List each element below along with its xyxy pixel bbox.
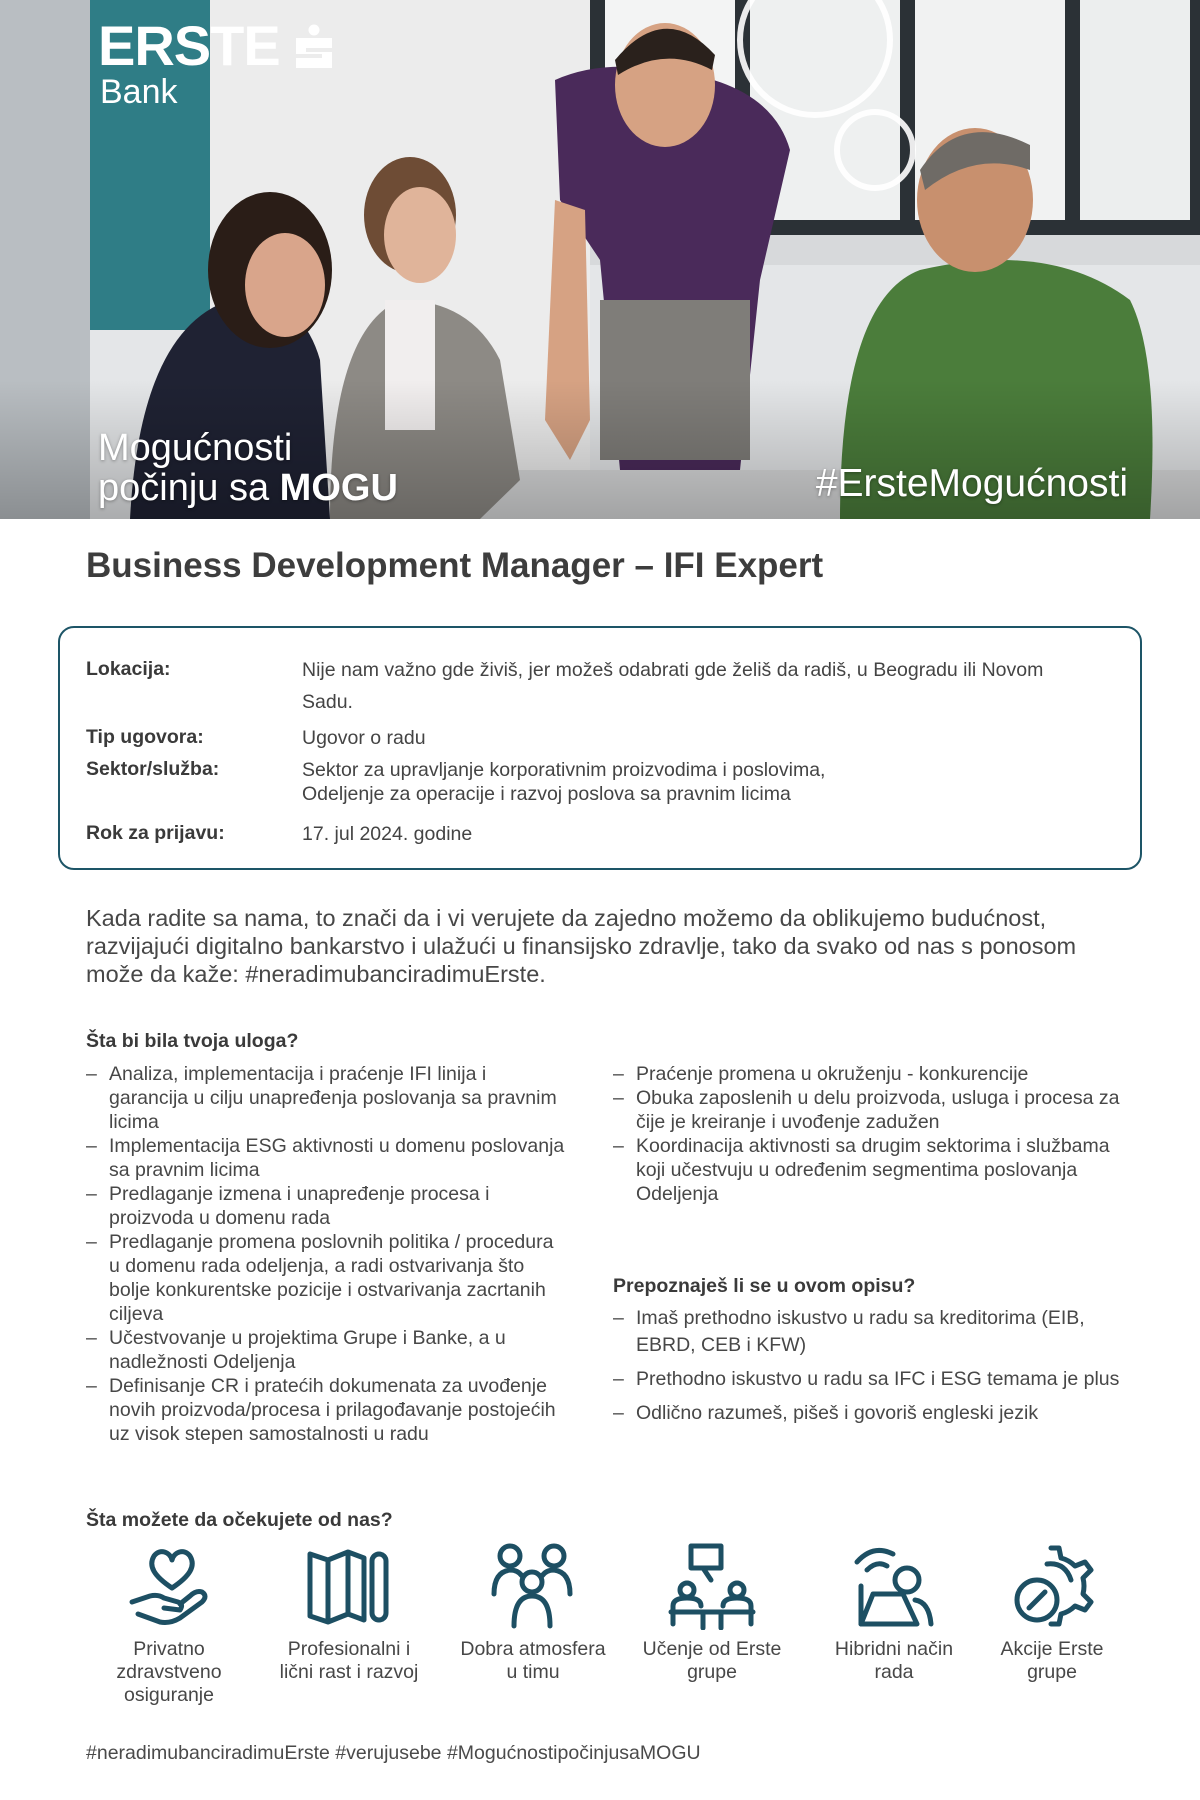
intro-paragraph: Kada radite sa nama, to znači da i vi verujete da zajedno možemo da oblikujemo budućnost, razvijajući digitalno bankarstvo i ulažući u finansijsko zdravlje, tako da svako od nas s ponosom može da kaže: #neradimubanciradimuErste. [86, 905, 1077, 987]
list-item: – Odlično razumeš, pišeš i govoriš engleski jezik [613, 1400, 1133, 1427]
tagline-bold: MOGU [279, 467, 398, 509]
logo-brand-name: ERSTE [98, 14, 280, 77]
list-item: – Prethodno iskustvo u radu sa IFC i ESG temama je plus [613, 1366, 1133, 1393]
requirements-heading: Prepoznaješ li se u ovom opisu? [613, 1275, 916, 1297]
learning-icon [667, 1540, 757, 1630]
list-item: – Analiza, implementacija i praćenje IFI linija i garancija u cilju unapređenja poslovanja sa pravnim licima [86, 1062, 566, 1134]
benefit-health-insurance [74, 1540, 264, 1707]
list-item: – Koordinacija aktivnosti sa drugim sektorima i službama koji učestvuju u određenim segmentima poslovanja Odeljenja [613, 1134, 1133, 1206]
benefit-label: Dobra atmosfera u timu [460, 1638, 606, 1683]
benefit-label: Hibridni način rada [834, 1638, 954, 1683]
role-list-right [613, 1062, 1133, 1206]
list-item: – Učestvovanje u projektima Grupe i Banke, a u nadležnosti Odeljenja [86, 1326, 566, 1374]
list-item: – Obuka zaposlenih u delu proizvoda, usluga i procesa za čije je kreiranje i uvođenje zadužen [613, 1086, 1133, 1134]
benefit-team [438, 1540, 628, 1684]
heart-hand-icon [124, 1540, 214, 1630]
contract-value: Ugovor o radu [302, 727, 426, 749]
contract-label: Tip ugovora: [86, 726, 204, 748]
role-list-left [86, 1062, 566, 1446]
hero-hashtag: #ErsteMogućnosti [815, 462, 1128, 505]
sector-value [302, 758, 1062, 806]
logo-bank-text: Bank [100, 73, 178, 111]
benefit-label: Privatno zdravstveno osiguranje [116, 1638, 222, 1706]
deadline-value: 17. jul 2024. godine [302, 823, 473, 845]
benefits-heading: Šta možete da očekujete od nas? [86, 1509, 393, 1531]
requirements-list [613, 1305, 1133, 1434]
location-value: Nije nam važno gde živiš, jer možeš odabrati gde želiš da radiš, u Beogradu ili Novom Sadu. [302, 659, 1044, 713]
benefit-label: Učenje od Erste grupe [642, 1638, 782, 1683]
sector-label: Sektor/služba: [86, 758, 220, 780]
benefit-label: Profesionalni i lični rast i razvoj [279, 1638, 419, 1683]
erste-s-icon [290, 23, 338, 69]
book-icon [304, 1540, 394, 1630]
sector-value-line-1: Sektor za upravljanje korporativnim proizvodima i poslovima, [302, 759, 826, 781]
tagline-line-2 [98, 468, 398, 508]
hero-photo [0, 0, 1200, 519]
location-label: Lokacija: [86, 658, 171, 680]
gear-icon [1007, 1540, 1097, 1630]
benefit-growth [254, 1540, 444, 1684]
deadline-label: Rok za prijavu: [86, 822, 225, 844]
list-item: – Imaš prethodno iskustvo u radu sa kreditorima (EIB, EBRD, CEB i KFW) [613, 1305, 1133, 1359]
erste-bank-logo[interactable] [98, 14, 338, 111]
list-item: – Praćenje promena u okruženju - konkurencije [613, 1062, 1133, 1086]
list-item: – Predlaganje izmena i unapređenje procesa i proizvoda u domenu rada [86, 1182, 566, 1230]
list-item: – Implementacija ESG aktivnosti u domenu poslovanja sa pravnim licima [86, 1134, 566, 1182]
benefit-erste-shares [957, 1540, 1147, 1684]
role-heading: Šta bi bila tvoja uloga? [86, 1030, 299, 1052]
team-icon [488, 1540, 578, 1630]
hybrid-work-icon [849, 1540, 939, 1630]
tagline-prefix: počinju sa [98, 467, 280, 509]
benefit-learning [617, 1540, 807, 1684]
list-item: – Definisanje CR i pratećih dokumenata za uvođenje novih proizvoda/procesa i prilagođavanje postojećih uz visok stepen samostalnosti u radu [86, 1374, 566, 1446]
benefit-label: Akcije Erste grupe [1000, 1638, 1104, 1683]
list-item: – Predlaganje promena poslovnih politika / procedura u domenu rada odeljenja, a radi ostvarivanja što bolje konkurentske pozicije i ostvarivanja zacrtanih ciljeva [86, 1230, 566, 1326]
footer-hashtags: #neradimubanciradimuErste #verujusebe #MogućnostipočinjusaMOGU [86, 1742, 701, 1764]
job-title: Business Development Manager – IFI Expert [86, 546, 824, 585]
tagline-line-1: Mogućnosti [98, 427, 293, 469]
job-info-box [58, 626, 1142, 870]
benefits-row [70, 1540, 1130, 1720]
sector-value-line-2: Odeljenje za operacije i razvoj poslova sa pravnim licima [302, 783, 791, 805]
hero-tagline [98, 428, 398, 508]
